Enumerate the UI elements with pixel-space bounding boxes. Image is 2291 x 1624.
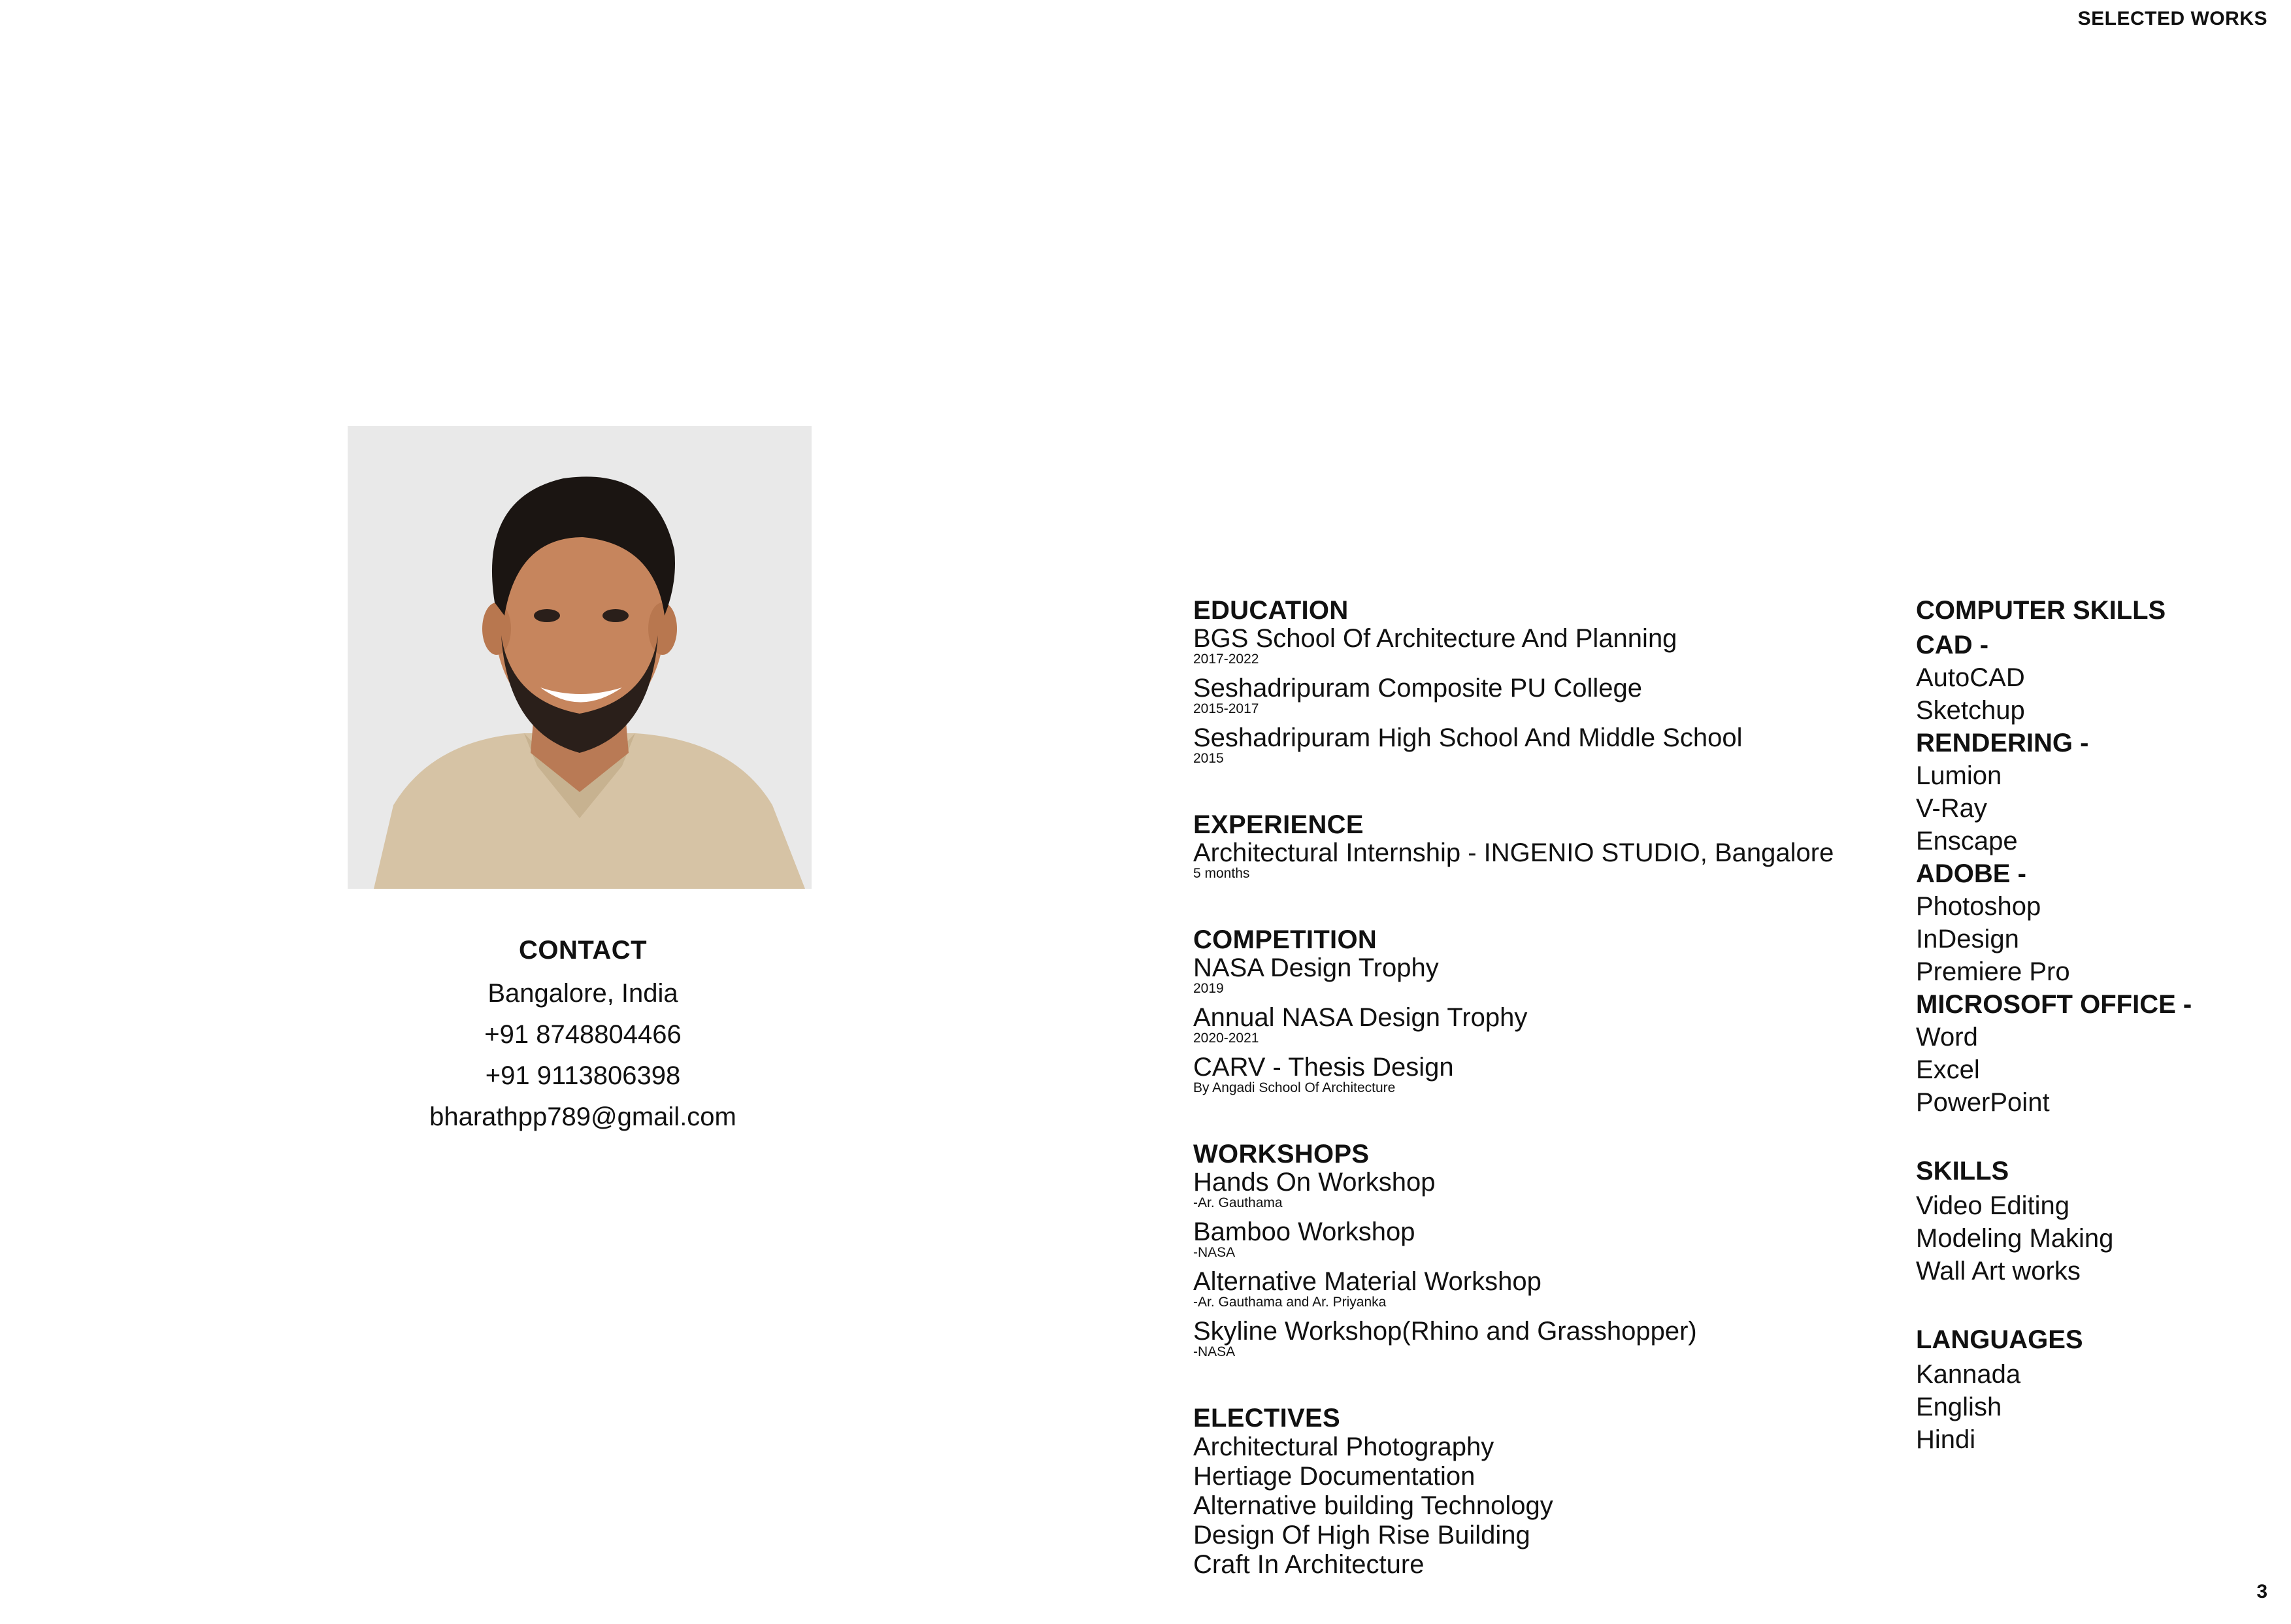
workshop-host: -Ar. Gauthama and Ar. Priyanka (1193, 1295, 1387, 1310)
skill-item: Sketchup (1916, 696, 2025, 725)
skill-item: Word (1916, 1023, 1978, 1052)
competition-entry (1193, 954, 1879, 996)
competition-name: Annual NASA Design Trophy (1193, 1003, 1528, 1032)
elective-item: Hertiage Documentation (1193, 1462, 1475, 1491)
skill-item: Excel (1916, 1055, 1980, 1084)
education-section (1193, 596, 1879, 766)
skill-item: Wall Art works (1916, 1257, 2081, 1285)
experience-entry (1193, 839, 1879, 881)
skill-item: Enscape (1916, 827, 2018, 855)
skill-item: InDesign (1916, 925, 2019, 953)
skill-item: PowerPoint (1916, 1088, 2050, 1117)
experience-name: Architectural Internship - INGENIO STUDIO, Bangalore (1193, 838, 1834, 867)
contact-location: Bangalore, India (487, 979, 678, 1008)
contact-block (348, 936, 818, 1138)
workshop-name: Bamboo Workshop (1193, 1218, 1415, 1246)
language-item: English (1916, 1393, 2002, 1421)
language-item: Hindi (1916, 1425, 1976, 1454)
contact-phone-1[interactable]: +91 8748804466 (484, 1020, 682, 1049)
languages-title: LANGUAGES (1916, 1325, 2083, 1354)
page-number: 3 (2256, 1581, 2267, 1602)
education-years: 2017-2022 (1193, 652, 1259, 667)
competition-section (1193, 925, 1879, 1095)
competition-name: NASA Design Trophy (1193, 953, 1439, 982)
education-entry (1193, 724, 1879, 766)
contact-phone-2[interactable]: +91 9113806398 (485, 1061, 681, 1090)
electives-section (1193, 1404, 1879, 1580)
profile-photo (348, 426, 812, 889)
workshop-entry (1193, 1317, 1879, 1359)
computer-skills-title: COMPUTER SKILLS (1916, 596, 2166, 625)
education-name: BGS School Of Architecture And Planning (1193, 624, 1677, 653)
skill-group-heading: RENDERING - (1916, 729, 2089, 757)
competition-name: CARV - Thesis Design (1193, 1053, 1454, 1082)
skills-title: SKILLS (1916, 1157, 2009, 1185)
skill-item: Photoshop (1916, 892, 2041, 921)
education-entry (1193, 625, 1879, 667)
workshop-name: Skyline Workshop(Rhino and Grasshopper) (1193, 1317, 1697, 1346)
experience-title: EXPERIENCE (1193, 810, 1364, 839)
resume-main-column (1193, 596, 1879, 1624)
education-name: Seshadripuram Composite PU College (1193, 674, 1642, 703)
elective-item: Craft In Architecture (1193, 1550, 1425, 1579)
skill-group-heading: ADOBE - (1916, 859, 2026, 888)
skill-group-heading: MICROSOFT OFFICE - (1916, 990, 2192, 1019)
elective-item: Architectural Photography (1193, 1433, 1494, 1461)
workshop-entry (1193, 1268, 1879, 1310)
workshops-title: WORKSHOPS (1193, 1140, 1370, 1168)
competition-detail: 2019 (1193, 981, 1224, 996)
education-years: 2015-2017 (1193, 701, 1259, 716)
workshop-name: Hands On Workshop (1193, 1168, 1436, 1197)
contact-title: CONTACT (518, 936, 648, 965)
elective-item: Design Of High Rise Building (1193, 1521, 1530, 1549)
skill-item: Modeling Making (1916, 1224, 2114, 1253)
languages-section (1916, 1325, 2282, 1456)
skill-item: Premiere Pro (1916, 957, 2070, 986)
electives-title: ELECTIVES (1193, 1404, 1340, 1433)
workshop-host: -NASA (1193, 1245, 1236, 1260)
workshops-section (1193, 1140, 1879, 1359)
competition-title: COMPETITION (1193, 925, 1377, 954)
skills-section (1916, 1157, 2282, 1287)
person-portrait-icon (348, 426, 812, 889)
competition-detail: 2020-2021 (1193, 1031, 1259, 1046)
competition-detail: By Angadi School Of Architecture (1193, 1080, 1396, 1095)
experience-section (1193, 810, 1879, 881)
contact-email[interactable]: bharathpp789@gmail.com (429, 1102, 736, 1131)
experience-duration: 5 months (1193, 866, 1250, 881)
workshop-host: -Ar. Gauthama (1193, 1195, 1283, 1210)
skill-item: AutoCAD (1916, 663, 2025, 692)
competition-entry (1193, 1004, 1879, 1046)
skill-item: Lumion (1916, 761, 2002, 790)
computer-skills-section (1916, 596, 2282, 1119)
workshop-entry (1193, 1168, 1879, 1210)
workshop-host: -NASA (1193, 1344, 1236, 1359)
skill-item: Video Editing (1916, 1191, 2069, 1220)
education-name: Seshadripuram High School And Middle School (1193, 723, 1743, 752)
workshop-name: Alternative Material Workshop (1193, 1267, 1541, 1296)
language-item: Kannada (1916, 1360, 2021, 1389)
education-years: 2015 (1193, 751, 1224, 766)
skill-item: V-Ray (1916, 794, 1987, 823)
education-entry (1193, 674, 1879, 716)
elective-item: Alternative building Technology (1193, 1491, 1553, 1520)
education-title: EDUCATION (1193, 596, 1349, 625)
competition-entry (1193, 1053, 1879, 1095)
resume-side-column (1916, 596, 2282, 1494)
skill-group-heading: CAD - (1916, 631, 1989, 659)
workshop-entry (1193, 1218, 1879, 1260)
header-label: SELECTED WORKS (2077, 8, 2267, 29)
